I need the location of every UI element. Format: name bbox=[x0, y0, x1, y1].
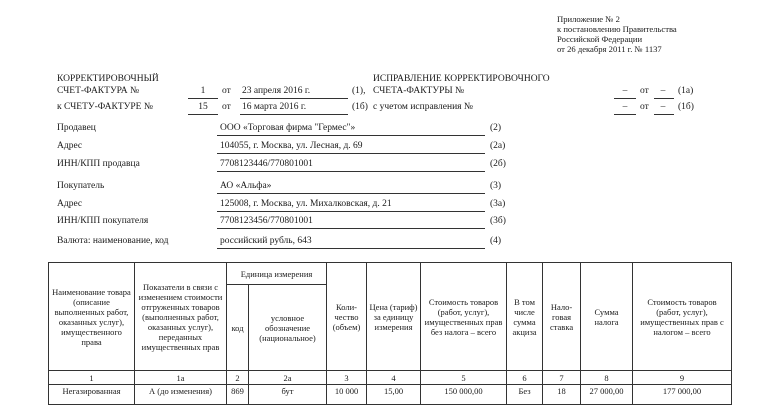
cell-total: 177 000,00 bbox=[633, 385, 732, 405]
col-num: 2 bbox=[227, 371, 249, 385]
seller-inn-code: (2б) bbox=[490, 159, 506, 169]
header-tax-rate: Нало-говая ставка bbox=[543, 263, 581, 371]
header-total: Стоимость товаров (работ, услуг), имущественных прав с налогом – всего bbox=[633, 263, 732, 371]
buyer-value: АО «Альфа» bbox=[220, 181, 272, 191]
buyer-inn-code: (3б) bbox=[490, 216, 506, 226]
col-num: 8 bbox=[581, 371, 633, 385]
seller-address-line bbox=[217, 153, 485, 154]
correction-code: (1а) bbox=[678, 86, 694, 96]
col-num: 1а bbox=[135, 371, 227, 385]
correction-number: – bbox=[622, 86, 628, 96]
cell-indicator: А (до изменения) bbox=[135, 385, 227, 405]
buyer-inn-label: ИНН/КПП покупателя bbox=[57, 216, 149, 226]
header-indicators: Показатели в связи с изменением стоимости отгруженных товаров (выполненных работ, оказанных услуг), переданных имущественных прав bbox=[135, 263, 227, 371]
seller-inn-line bbox=[217, 171, 485, 172]
col-num: 2а bbox=[249, 371, 327, 385]
with-fix-label: с учетом исправления № bbox=[373, 102, 473, 112]
fix-code: (1б) bbox=[678, 102, 694, 112]
invoice-date: 23 апреля 2016 г. bbox=[242, 86, 311, 96]
cell-item-name: Негазированная bbox=[49, 385, 135, 405]
base-invoice-number: 15 bbox=[198, 102, 208, 112]
invoice-number: 1 bbox=[200, 86, 206, 96]
invoice-number-line bbox=[188, 98, 218, 99]
col-num: 1 bbox=[49, 371, 135, 385]
fix-number-line bbox=[614, 114, 636, 115]
cell-cost: 150 000,00 bbox=[421, 385, 507, 405]
seller-label: Продавец bbox=[57, 123, 96, 133]
to-invoice-label: к СЧЕТУ-ФАКТУРЕ № bbox=[57, 102, 153, 112]
col-num: 6 bbox=[507, 371, 543, 385]
col-num: 7 bbox=[543, 371, 581, 385]
seller-value: ООО «Торговая фирма "Гермес"» bbox=[220, 123, 356, 133]
column-numbers-row bbox=[49, 371, 732, 385]
col-num: 4 bbox=[367, 371, 421, 385]
correction-ot: от bbox=[640, 86, 649, 96]
seller-address-value: 104055, г. Москва, ул. Лесная, д. 69 bbox=[220, 141, 363, 151]
cell-tax-amount: 27 000,00 bbox=[581, 385, 633, 405]
header-quantity: Коли-чество (объем) bbox=[327, 263, 367, 371]
header-item-name: Наименование товара (описание выполненных работ, оказанных услуг), имущественного права bbox=[49, 263, 135, 371]
buyer-inn-value: 7708123456/770801001 bbox=[220, 216, 313, 226]
header-cost: Стоимость товаров (работ, услуг), имущественных прав без налога – всего bbox=[421, 263, 507, 371]
seller-address-code: (2а) bbox=[490, 141, 506, 151]
cell-unit-name: бут bbox=[249, 385, 327, 405]
currency-line bbox=[217, 248, 485, 249]
correction-title-line-2: СЧЕТА-ФАКТУРЫ № bbox=[373, 86, 465, 96]
cell-price: 15,00 bbox=[367, 385, 421, 405]
cell-tax-rate: 18 bbox=[543, 385, 581, 405]
base-invoice-date: 16 марта 2016 г. bbox=[242, 102, 307, 112]
correction-date: – bbox=[660, 86, 666, 96]
appendix-line-2: к постановлению Правительства bbox=[557, 24, 677, 34]
goods-table bbox=[48, 262, 732, 405]
fix-date: – bbox=[660, 102, 666, 112]
fix-ot: от bbox=[640, 102, 649, 112]
cell-quantity: 10 000 bbox=[327, 385, 367, 405]
fix-date-line bbox=[654, 114, 674, 115]
cell-excise: Без bbox=[507, 385, 543, 405]
buyer-line bbox=[217, 193, 485, 194]
seller-inn-label: ИНН/КПП продавца bbox=[57, 159, 140, 169]
buyer-address-value: 125008, г. Москва, ул. Михалковская, д. 21 bbox=[220, 199, 392, 209]
appendix-line-3: Российской Федерации bbox=[557, 34, 643, 44]
buyer-label: Покупатель bbox=[57, 181, 105, 191]
currency-value: российский рубль, 643 bbox=[220, 236, 312, 246]
currency-label: Валюта: наименование, код bbox=[57, 236, 169, 246]
doc-title-line-1: КОРРЕКТИРОВОЧНЫЙ bbox=[57, 74, 159, 84]
header-unit-code: код bbox=[227, 285, 249, 371]
appendix-line-4: от 26 декабря 2011 г. № 1137 bbox=[557, 44, 662, 54]
code-1b: (1б) bbox=[352, 102, 368, 112]
buyer-code: (3) bbox=[490, 181, 502, 191]
seller-address-label: Адрес bbox=[57, 141, 83, 151]
col-num: 3 bbox=[327, 371, 367, 385]
correction-number-line bbox=[614, 98, 636, 99]
col-num: 5 bbox=[421, 371, 507, 385]
doc-title-line-2: СЧЕТ-ФАКТУРА № bbox=[57, 86, 140, 96]
base-invoice-date-line bbox=[240, 114, 348, 115]
correction-title-line-1: ИСПРАВЛЕНИЕ КОРРЕКТИРОВОЧНОГО bbox=[373, 74, 550, 84]
buyer-address-code: (3а) bbox=[490, 199, 506, 209]
seller-line bbox=[217, 135, 485, 136]
appendix-line-1: Приложение № 2 bbox=[557, 14, 620, 24]
fix-number: – bbox=[622, 102, 628, 112]
header-excise: В том числе сумма акциза bbox=[507, 263, 543, 371]
seller-inn-value: 7708123446/770801001 bbox=[220, 159, 313, 169]
buyer-address-line bbox=[217, 211, 485, 212]
ot-label-2: от bbox=[222, 102, 231, 112]
base-invoice-number-line bbox=[188, 114, 218, 115]
invoice-date-line bbox=[240, 98, 348, 99]
buyer-inn-line bbox=[217, 228, 485, 229]
header-unit-name: условное обозначение (национальное) bbox=[249, 285, 327, 371]
header-units: Единица измерения bbox=[227, 263, 327, 285]
buyer-address-label: Адрес bbox=[57, 199, 83, 209]
table-row bbox=[49, 385, 732, 405]
correction-date-line bbox=[654, 98, 674, 99]
code-1: (1), bbox=[352, 86, 366, 96]
cell-unit-code: 869 bbox=[227, 385, 249, 405]
header-price: Цена (тариф) за единицу измерения bbox=[367, 263, 421, 371]
ot-label-1: от bbox=[222, 86, 231, 96]
currency-code: (4) bbox=[490, 236, 502, 246]
seller-code: (2) bbox=[490, 123, 502, 133]
header-tax-amount: Сумма налога bbox=[581, 263, 633, 371]
col-num: 9 bbox=[633, 371, 732, 385]
